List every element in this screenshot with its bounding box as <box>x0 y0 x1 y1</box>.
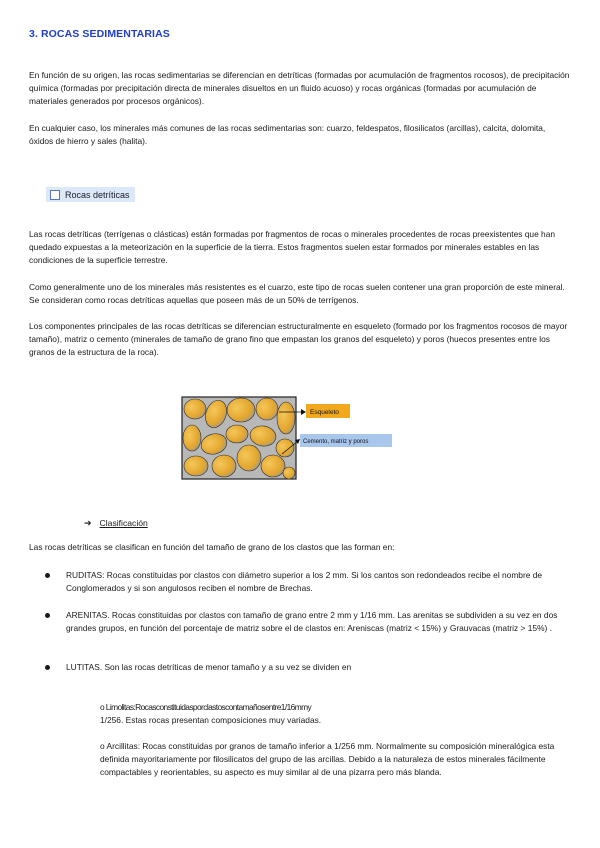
section-paragraph-2: Como generalmente uno de los minerales más resistentes es el cuarzo, este tipo de rocas suelen contener una gran proporción de este mineral. Se consideran como rocas detríticas aquellas que poseen más de un 50% de terrígenos. <box>29 282 565 306</box>
bullet-icon <box>45 665 50 670</box>
section-heading-label: Rocas detríticas <box>65 189 130 200</box>
sub-item-limolitas-line1: o Limolitas:Rocasconstituidasporclastoscontamañosentre1/16mmy <box>100 702 312 712</box>
grain <box>261 455 285 477</box>
list-item-ruditas: RUDITAS: Rocas constituidas por clastos con diámetro superior a los 2 mm. Si los cantos son redondeados recibe el nombre de Conglomerados y si son angulosos reciben el nombre de Brechas. <box>66 570 543 594</box>
grain <box>183 425 201 451</box>
grain <box>237 445 261 471</box>
grain <box>283 467 295 479</box>
arrow-right-icon: ➔ <box>84 518 92 528</box>
grain <box>256 398 278 420</box>
grain <box>226 425 248 443</box>
section-heading-rocas-detriticas <box>46 187 135 202</box>
classification-intro: Las rocas detríticas se clasifican en función del tamaño de grano de los clastos que las forman en: <box>29 542 395 552</box>
skeleton-label: Esqueleto <box>310 409 339 416</box>
bullet-icon <box>45 573 50 578</box>
section-paragraph-1: Las rocas detríticas (terrígenas o clásticas) están formadas por fragmentos de rocas o minerales procedentes de rocas preexistentes que han quedado expuestas a la meteorización en la superficie de la tierra. Estos fragmentos suelen estar formados por minerales estables en las condiciones de la superficie terrestre. <box>29 229 556 266</box>
page-title: 3. ROCAS SEDIMENTARIAS <box>29 28 170 40</box>
skeleton-pointer-arrow <box>301 409 306 415</box>
classification-heading <box>84 517 148 530</box>
intro-paragraph-1: En función de su origen, las rocas sedimentarias se diferencian en detríticas (formadas por acumulación de fragmentos rocosos), de precipitación química (formadas por precipitación directa de minerales disueltos en un fluido acuoso) y rocas orgánicas (formadas por acumulación de materiales generados por procesos orgánicos). <box>29 70 570 107</box>
grain <box>212 455 236 477</box>
list-item-lutitas: LUTITAS. Son las rocas detríticas de menor tamaño y a su vez se dividen en <box>66 662 352 672</box>
rock-structure-figure <box>181 396 406 482</box>
grain <box>227 398 255 422</box>
grain <box>184 399 206 419</box>
grain <box>184 456 208 476</box>
grain <box>276 439 294 457</box>
intro-paragraph-2: En cualquier caso, los minerales más comunes de las rocas sedimentarias son: cuarzo, feldespatos, filosilicatos (arcillas), calcita, dolomita, óxidos de hierro y sales (halita). <box>29 123 546 147</box>
classification-heading-label: Clasificación <box>99 518 148 528</box>
sub-item-arcillitas: o Arcillitas: Rocas constituidas por granos de tamaño inferior a 1/256 mm. Normalmente su composición mineralógica esta definida mayoritariamente por filosilicatos del grupo de las arcillas. Debido a la naturaleza de estos minerales fácilmente compactables y reorientables, su aspecto es muy similar al de una pizarra pero más blanda. <box>100 741 555 778</box>
sub-item-limolitas-line2: 1/256. Estas rocas presentan composiciones muy variadas. <box>100 715 322 725</box>
cement-label: Cemento, matriz y poros <box>303 439 369 445</box>
checkbox-square-icon <box>50 190 60 200</box>
grain <box>277 402 295 434</box>
list-item-arenitas: ARENITAS. Rocas constituidas por clastos con tamaño de grano entre 2 mm y 1/16 mm. Las arenitas se subdividen a su vez en dos grandes grupos, en función del porcentaje de matriz sobre el de clastos en: Areniscas (matriz < 15%) y Grauvacas (matriz > 15%) . <box>66 610 558 634</box>
section-paragraph-3: Los componentes principales de las rocas detríticas se diferencian estructuralmente en esqueleto (formado por los fragmentos rocosos de mayor tamaño), matriz o cemento (minerales de tamaño de grano fino que empastan los granos del esqueleto) y poros (huecos presentes entre los granos de la estructura de la roca). <box>29 321 568 358</box>
bullet-icon <box>45 613 50 618</box>
